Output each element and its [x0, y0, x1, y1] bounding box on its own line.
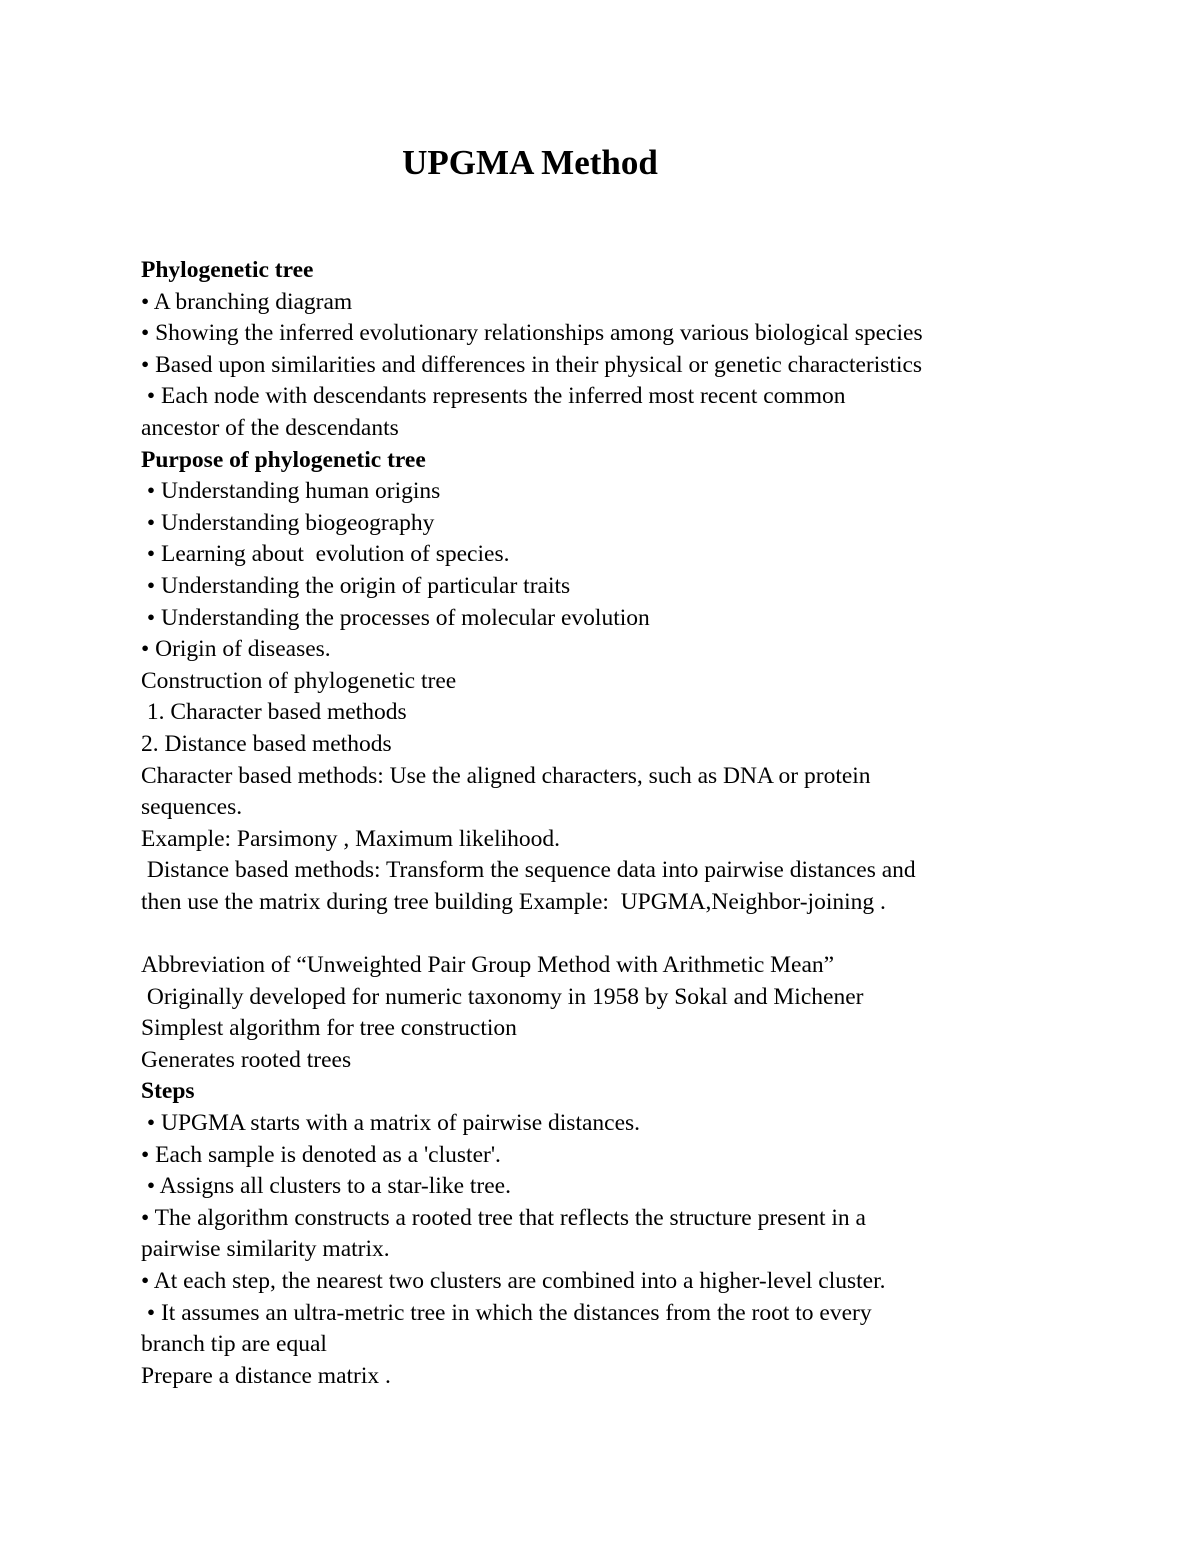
page-title: UPGMA Method: [402, 143, 658, 182]
section-heading: Steps: [141, 1078, 195, 1105]
text-line: • The algorithm constructs a rooted tree that reflects the structure present in a: [141, 1204, 866, 1231]
text-line: sequences.: [141, 794, 243, 821]
text-line: 2. Distance based methods: [141, 730, 392, 757]
text-line: • It assumes an ultra-metric tree in which the distances from the root to every: [141, 1299, 872, 1326]
text-line: branch tip are equal: [141, 1331, 327, 1358]
text-line: Distance based methods: Transform the sequence data into pairwise distances and: [141, 857, 916, 884]
text-line: Simplest algorithm for tree construction: [141, 1015, 517, 1042]
text-line: pairwise similarity matrix.: [141, 1236, 390, 1263]
text-line: • Understanding biogeography: [141, 509, 435, 536]
text-line: then use the matrix during tree building Example: UPGMA,Neighbor-joining .: [141, 888, 886, 915]
text-line: Character based methods: Use the aligned characters, such as DNA or protein: [141, 762, 871, 789]
text-line: Construction of phylogenetic tree: [141, 667, 457, 694]
text-line: • Based upon similarities and differences in their physical or genetic characteristics: [141, 351, 923, 378]
text-line: • Each sample is denoted as a 'cluster'.: [141, 1141, 501, 1168]
text-line: • At each step, the nearest two clusters are combined into a higher-level cluster.: [141, 1268, 886, 1294]
text-line: Originally developed for numeric taxonomy in 1958 by Sokal and Michener: [141, 983, 864, 1010]
text-line: • Learning about evolution of species.: [141, 541, 510, 568]
text-line: ancestor of the descendants: [141, 414, 399, 441]
text-line: Prepare a distance matrix .: [141, 1362, 391, 1389]
section-heading: Phylogenetic tree: [141, 257, 314, 283]
text-line: • UPGMA starts with a matrix of pairwise distances.: [141, 1110, 641, 1137]
text-line: Generates rooted trees: [141, 1046, 352, 1073]
document-body: [141, 255, 1101, 1392]
text-line: [141, 918, 1101, 950]
text-line: Abbreviation of “Unweighted Pair Group Method with Arithmetic Mean”: [141, 952, 835, 979]
text-line: 1. Character based methods: [141, 699, 407, 726]
text-line: • Understanding human origins: [141, 478, 441, 505]
text-line: • Each node with descendants represents the inferred most recent common: [141, 383, 846, 410]
section-heading: Purpose of phylogenetic tree: [141, 446, 426, 473]
text-line: • A branching diagram: [141, 288, 353, 315]
text-line: • Understanding the origin of particular traits: [141, 572, 571, 599]
text-line: • Showing the inferred evolutionary relationships among various biological species: [141, 320, 923, 347]
text-line: Example: Parsimony , Maximum likelihood.: [141, 825, 561, 852]
text-line: • Assigns all clusters to a star-like tree.: [141, 1173, 511, 1200]
text-line: • Origin of diseases.: [141, 636, 331, 663]
text-line: • Understanding the processes of molecular evolution: [141, 604, 650, 631]
